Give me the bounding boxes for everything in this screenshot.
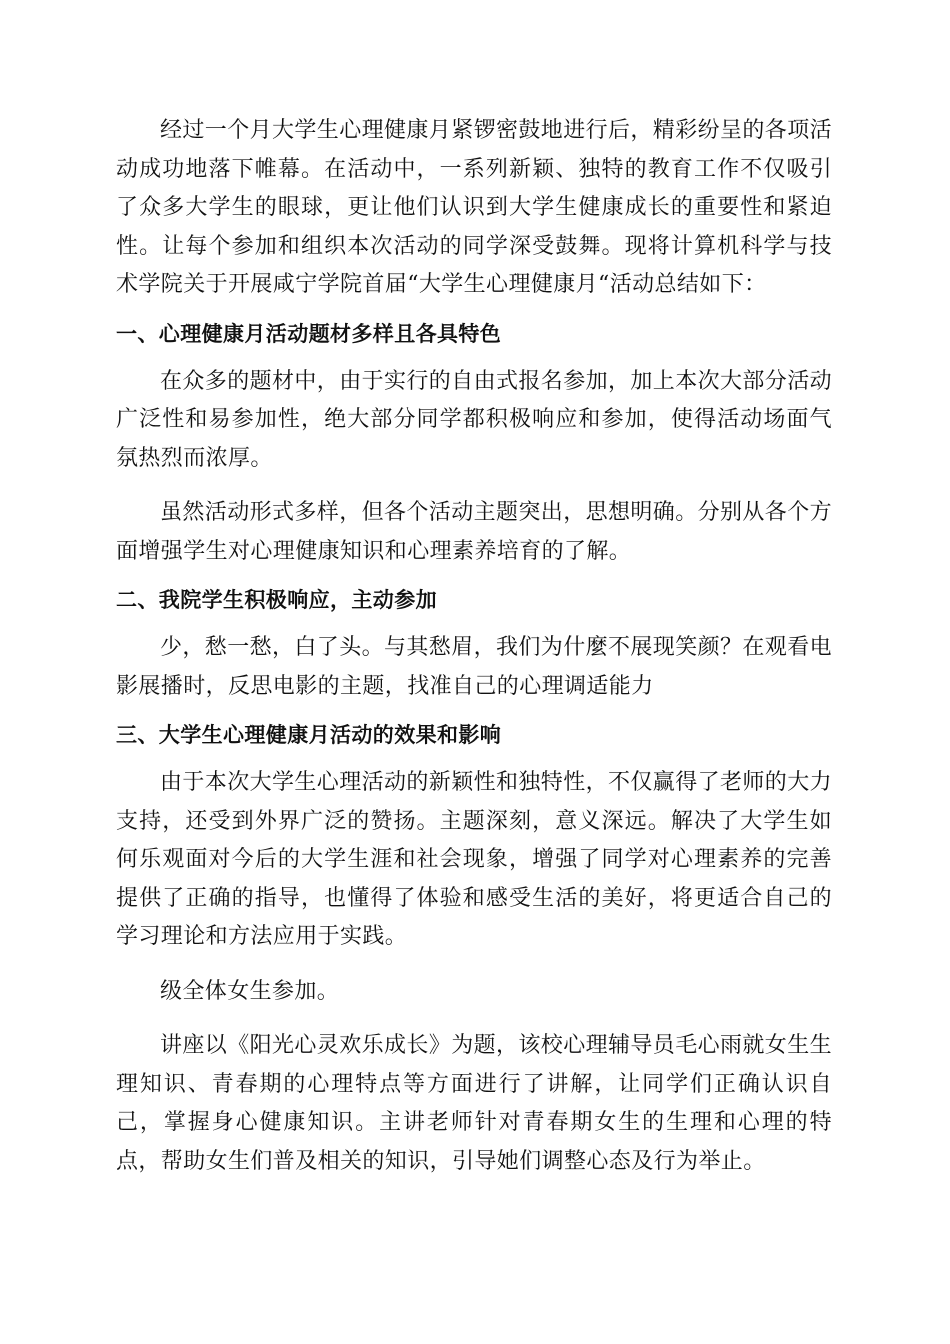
- section-3-paragraph-3: 讲座以《阳光心灵欢乐成长》为题，该校心理辅导员毛心雨就女生生理知识、青春期的心理特点等方面进行了讲解，让同学们正确认识自己，掌握身心健康知识。主讲老师针对青春期女生的生理和心理的特点，帮助女生们普及相关的知识，引导她们调整心态及行为举止。: [116, 1033, 833, 1174]
- intro-paragraph: 经过一个月大学生心理健康月紧锣密鼓地进行后，精彩纷呈的各项活动成功地落下帷幕。在活动中，一系列新颖、独特的教育工作不仅吸引了众多大学生的眼球，更让他们认识到大学生健康成长的重要性和紧迫性。让每个参加和组织本次活动的同学深受鼓舞。现将计算机科学与技术学院关于开展咸宁学院首届“大学生心理健康月“活动总结如下：: [116, 118, 833, 297]
- section-1-paragraph-1: 在众多的题材中，由于实行的自由式报名参加，加上本次大部分活动广泛性和易参加性，绝大部分同学都积极响应和参加，使得活动场面气氛热烈而浓厚。: [116, 368, 833, 471]
- section-heading-1: 一、心理健康月活动题材多样且各具特色: [116, 321, 502, 346]
- section-3-paragraph-1: 由于本次大学生心理活动的新颖性和独特性，不仅赢得了老师的大力支持，还受到外界广泛的赞扬。主题深刻，意义深远。解决了大学生如何乐观面对今后的大学生涯和社会现象，增强了同学对心理素养的完善提供了正确的指导，也懂得了体验和感受生活的美好，将更适合自己的学习理论和方法应用于实践。: [116, 770, 833, 949]
- section-1-paragraph-2: 虽然活动形式多样，但各个活动主题突出，思想明确。分别从各个方面增强学生对心理健康知识和心理素养培育的了解。: [116, 500, 833, 564]
- section-3-paragraph-2: 级全体女生参加。: [160, 978, 340, 1004]
- document-page: [116, 112, 832, 1181]
- section-heading-3: 三、大学生心理健康月活动的效果和影响: [116, 723, 502, 747]
- section-heading-2: 二、我院学生积极响应，主动参加: [116, 588, 437, 612]
- section-2-paragraph-1: 少，愁一愁，白了头。与其愁眉，我们为什麼不展现笑颜？在观看电影展播时，反思电影的主题，找准自己的心理调适能力: [116, 635, 833, 699]
